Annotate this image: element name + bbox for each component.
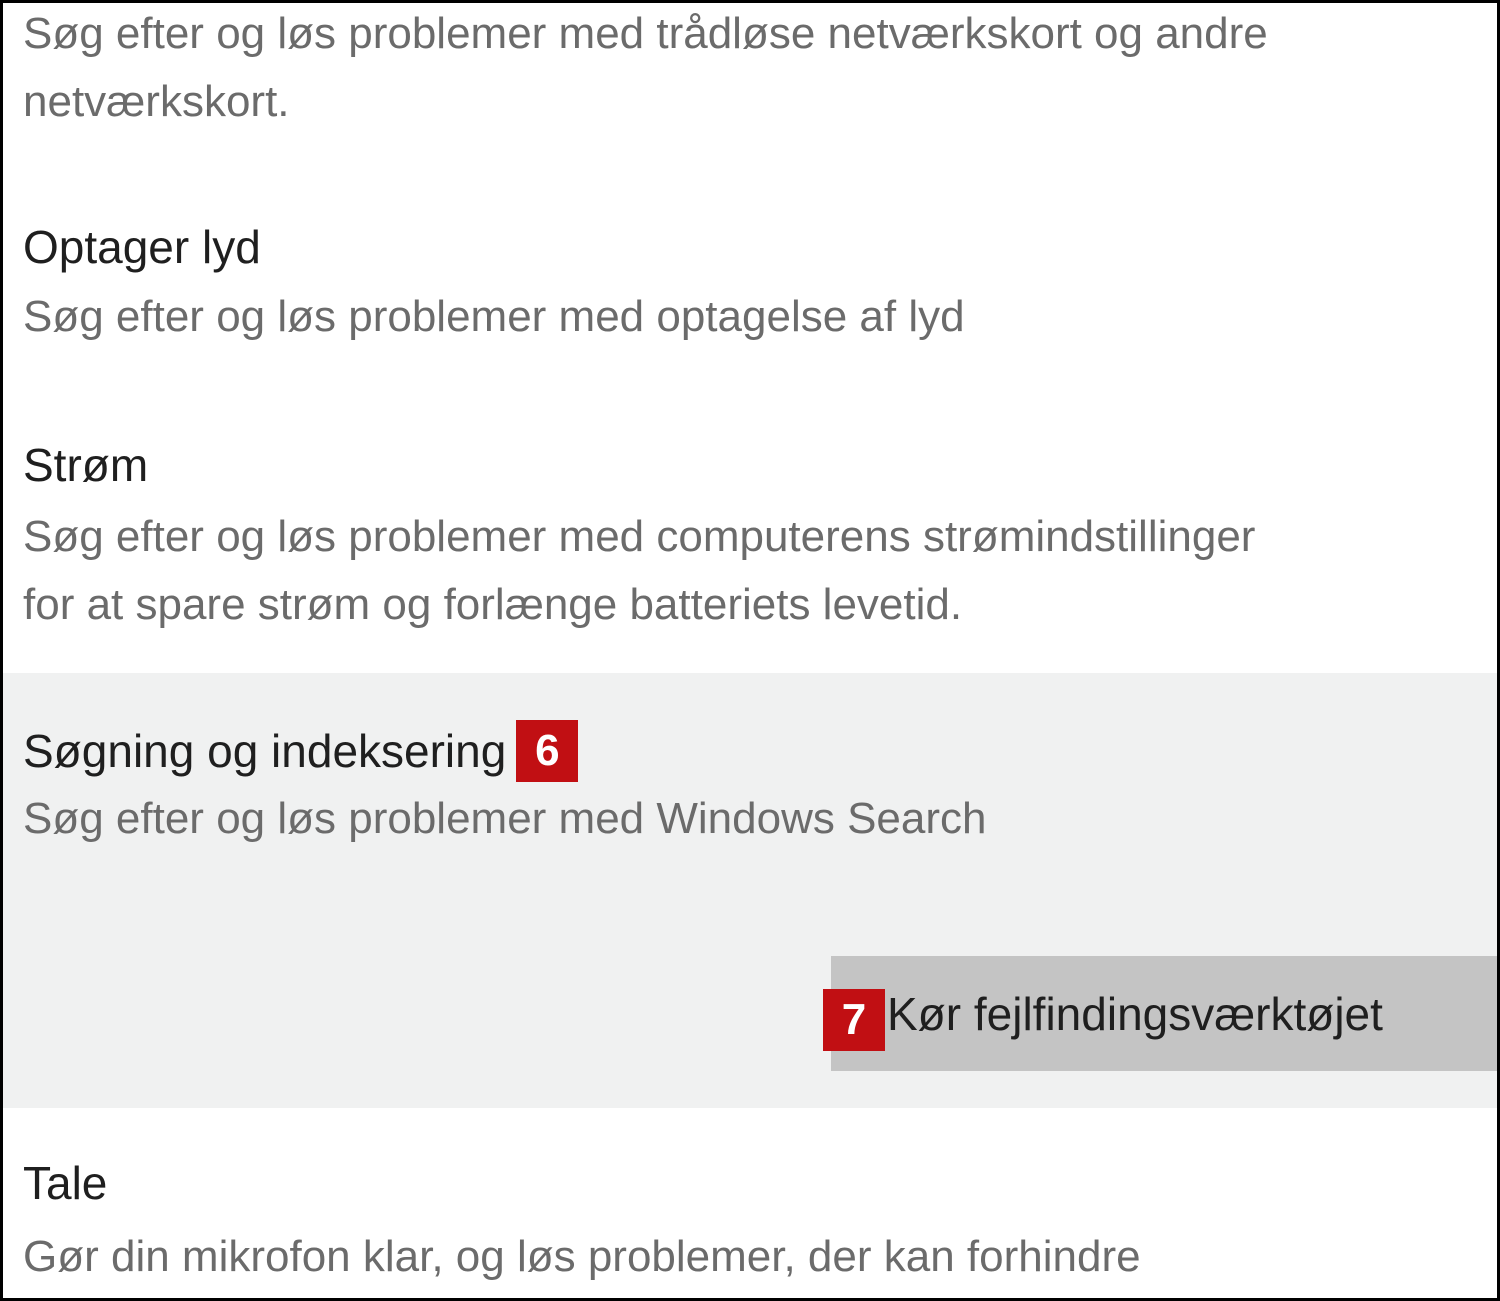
troubleshooter-title-text: Søgning og indeksering [23, 725, 507, 777]
troubleshooter-description: Søg efter og løs problemer med optagelse af lyd [23, 292, 965, 341]
troubleshooter-item-speech[interactable] [3, 1133, 1497, 1301]
troubleshooter-item-power[interactable] [3, 423, 1497, 673]
troubleshooter-item-search-indexing[interactable] [3, 673, 1497, 1108]
description-line-2: netværkskort. [23, 77, 290, 126]
troubleshooter-title: Optager lyd [23, 221, 261, 273]
description-line-1: Søg efter og løs problemer med trådløse netværkskort og andre [23, 9, 1268, 58]
step-badge-6: 6 [516, 720, 578, 782]
run-troubleshooter-button[interactable] [831, 956, 1500, 1071]
troubleshooter-item-network-adapter[interactable] [3, 3, 1497, 173]
description-line-1: Søg efter og løs problemer med computerens strømindstillinger [23, 512, 1256, 561]
step-badge-7: 7 [823, 989, 885, 1051]
troubleshooter-description: Gør din mikrofon klar, og løs problemer, der kan forhindre [23, 1232, 1141, 1281]
troubleshooter-item-recording-audio[interactable] [3, 203, 1497, 383]
troubleshooter-title [23, 721, 578, 786]
description-line-2: for at spare strøm og forlænge batteriets levetid. [23, 580, 963, 629]
troubleshooter-title: Tale [23, 1157, 108, 1209]
troubleshooter-description [23, 503, 1255, 639]
troubleshooter-description: Søg efter og løs problemer med Windows Search [23, 794, 987, 843]
troubleshooter-description [23, 0, 1268, 136]
run-troubleshooter-label: Kør fejlfindingsværktøjet [887, 988, 1383, 1040]
troubleshooter-title: Strøm [23, 439, 149, 491]
